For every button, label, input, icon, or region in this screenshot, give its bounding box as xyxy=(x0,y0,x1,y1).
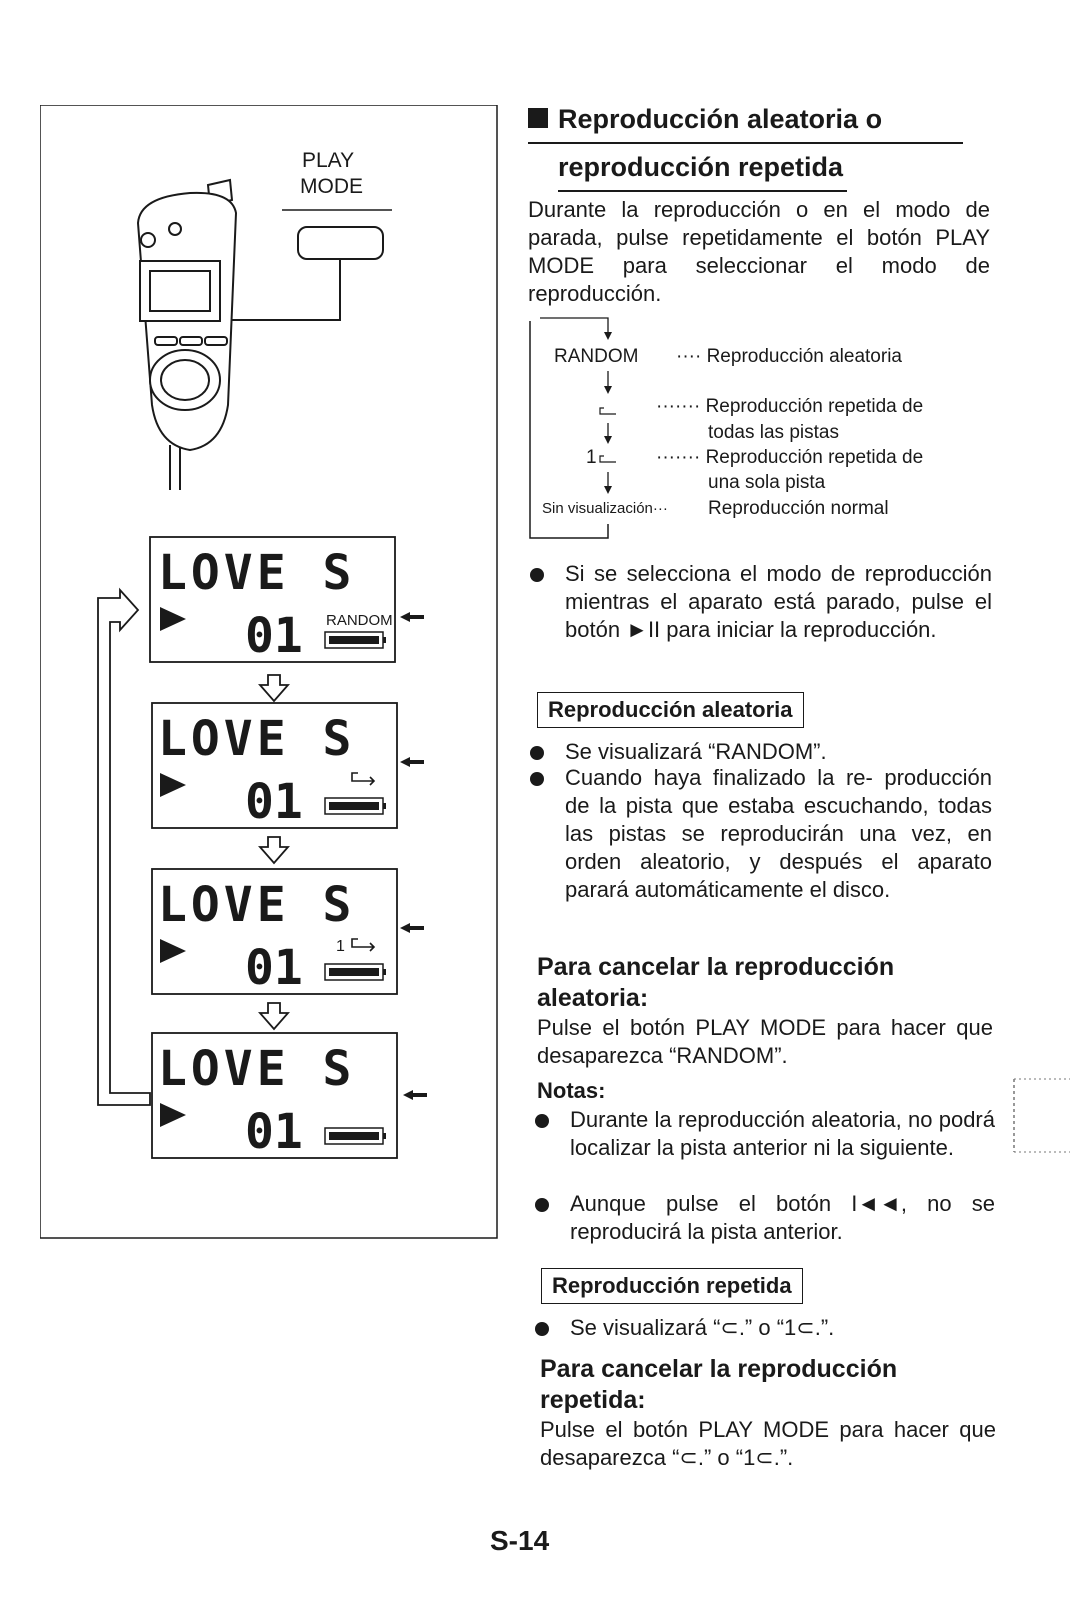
title-line-2: reproducción repetida xyxy=(558,144,847,192)
random-bullet-2-text: Cuando haya finalizado la re- producción de la pista que estaba escuchando, todas las pistas se reproducirán una vez, en orden aleatorio, y después el aparato parará automáticamente el disco. xyxy=(565,765,992,902)
random-bullet-1-text: Se visualizará “RANDOM”. xyxy=(565,739,827,764)
repeat-one-icon xyxy=(600,456,616,462)
loop-back-arrow xyxy=(98,590,150,1105)
lcd-panel-repeat-one xyxy=(152,869,397,996)
lcd-track-number: 01 xyxy=(245,1104,303,1160)
note-item-1 xyxy=(535,1106,995,1162)
random-mode-desc: ···· Reproducción aleatoria xyxy=(676,346,902,367)
title-square-bullet xyxy=(528,108,548,128)
stopped-note-text: Si se selecciona el modo de reproducción mientras el aparato está parado, pulse el botón ►II para iniciar la reproducción. xyxy=(565,561,992,642)
bullet-dot xyxy=(535,1198,549,1212)
repeat-one-desc-1: ······· Reproducción repetida de xyxy=(656,447,924,468)
lcd-track-number: 01 xyxy=(245,774,303,830)
lcd-title-text: LOVE S xyxy=(158,877,356,933)
lcd-track-number: 01 xyxy=(245,940,303,996)
figure-panel xyxy=(40,105,500,1240)
margin-tab-mark xyxy=(1012,1077,1072,1157)
lcd-title-text: LOVE S xyxy=(158,545,356,601)
note-item-1-text: Durante la reproducción aleatoria, no podrá localizar la pista anterior ni la siguiente. xyxy=(570,1107,995,1160)
no-display-label: Sin visualización··· xyxy=(542,500,668,517)
lcd-panel-random xyxy=(150,537,395,664)
random-indicator-text: RANDOM xyxy=(326,612,393,629)
bullet-dot xyxy=(535,1114,549,1128)
play-mode-label-2: MODE xyxy=(300,175,363,198)
intro-paragraph: Durante la reproducción o en el modo de parada, pulse repetidamente el botón PLAY MODE para seleccionar el modo de reproducción. xyxy=(528,197,990,306)
note-item-2 xyxy=(535,1190,995,1246)
repeat-one-digit: 1 xyxy=(336,938,345,955)
bullet-dot xyxy=(530,568,544,582)
repeat-bullet-text: Se visualizará “⊂.” o “1⊂.”. xyxy=(570,1315,835,1340)
bullet-dot xyxy=(530,772,544,786)
note-item-2-text: Aunque pulse el botón I◄◄, no se reproducirá la pista anterior. xyxy=(570,1191,995,1244)
random-section-heading: Reproducción aleatoria xyxy=(537,692,804,728)
repeat-bullet xyxy=(535,1314,995,1342)
notes-heading: Notas: xyxy=(537,1078,606,1103)
repeat-all-desc-1: ······· Reproducción repetida de xyxy=(656,396,924,417)
remote-and-display-diagram xyxy=(40,105,500,1240)
repeat-section-heading: Reproducción repetida xyxy=(541,1268,803,1304)
lcd-track-number: 01 xyxy=(245,608,303,664)
lcd-title-text: LOVE S xyxy=(158,711,356,767)
repeat-one-prefix: 1 xyxy=(586,447,597,468)
cancel-random-text: Pulse el botón PLAY MODE para hacer que desaparezca “RANDOM”. xyxy=(537,1015,993,1068)
play-mode-button-illustration xyxy=(298,227,383,259)
page-number: S-14 xyxy=(490,1525,550,1556)
stopped-note-item xyxy=(530,560,992,644)
lcd-panel-repeat-all xyxy=(152,703,397,830)
lcd-title-text: LOVE S xyxy=(158,1041,356,1097)
cancel-repeat-heading: Para cancelar la reproducción repetida: xyxy=(540,1355,898,1414)
repeat-one-desc-2: una sola pista xyxy=(708,472,826,493)
repeat-all-desc-2: todas las pistas xyxy=(708,422,839,443)
random-bullet-2 xyxy=(530,764,992,904)
lcd-panel-normal xyxy=(152,1033,397,1160)
play-mode-label-1: PLAY xyxy=(302,149,355,172)
remote-control-illustration xyxy=(138,180,236,490)
normal-play-desc: Reproducción normal xyxy=(708,498,889,519)
repeat-all-icon xyxy=(600,408,616,414)
bullet-dot xyxy=(535,1322,549,1336)
bullet-dot xyxy=(530,746,544,760)
random-bullet-1 xyxy=(530,738,992,766)
mode-flow-diagram xyxy=(528,316,998,546)
random-mode-label: RANDOM xyxy=(554,346,639,367)
indicator-arrows xyxy=(400,612,427,1100)
section-title xyxy=(528,96,948,192)
title-line-1: Reproducción aleatoria o xyxy=(558,104,883,134)
cancel-random-heading: Para cancelar la reproducción aleatoria: xyxy=(537,953,895,1012)
cancel-repeat-text: Pulse el botón PLAY MODE para hacer que desaparezca “⊂.” o “1⊂.”. xyxy=(540,1417,996,1470)
